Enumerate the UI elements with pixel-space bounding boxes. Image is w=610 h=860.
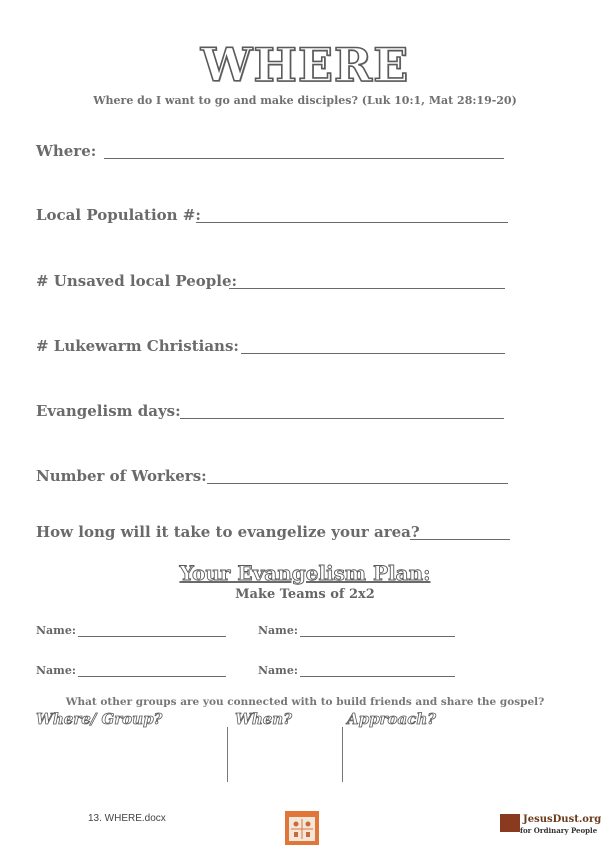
field-lukewarm-christians-line[interactable] <box>241 353 505 354</box>
field-where-line[interactable] <box>104 158 504 159</box>
field-label: # Unsaved local People: <box>36 272 238 290</box>
field-where <box>36 142 96 160</box>
team-name-label: Name: <box>258 624 298 637</box>
field-local-population-line[interactable] <box>196 222 508 223</box>
field-label: # Lukewarm Christians: <box>36 337 239 355</box>
field-label: Number of Workers: <box>36 467 207 485</box>
footer-filename: 13. WHERE.docx <box>88 813 166 824</box>
page-subtitle: Where do I want to go and make disciples? (Luk 10:1, Mat 28:19-20) <box>93 94 517 107</box>
field-number-of-workers <box>36 467 207 485</box>
team-name-line[interactable] <box>78 676 226 677</box>
team-name-line[interactable] <box>78 636 226 637</box>
jesusdust-photo-icon <box>500 814 520 832</box>
footer-tagline: for Ordinary People <box>520 826 598 835</box>
field-time-to-evangelize <box>36 523 420 541</box>
groups-question: What other groups are you connected with to build friends and share the gospel? <box>65 696 545 708</box>
column-approach: Approach? <box>347 710 437 728</box>
logo-inner <box>289 817 315 841</box>
column-when: When? <box>235 710 292 728</box>
field-number-of-workers-line[interactable] <box>207 483 508 484</box>
team-name-line[interactable] <box>300 676 455 677</box>
field-unsaved-people <box>36 272 237 290</box>
logo-grid-icon <box>289 817 315 841</box>
team-name-label: Name: <box>36 664 76 677</box>
column-where-group: Where/ Group? <box>36 710 163 728</box>
column-divider <box>342 727 343 782</box>
field-label: Evangelism days: <box>36 402 181 420</box>
plan-title: Your Evangelism Plan: <box>179 561 431 585</box>
team-name-line[interactable] <box>300 636 455 637</box>
field-unsaved-people-line[interactable] <box>229 288 505 289</box>
field-evangelism-days-line[interactable] <box>180 418 504 419</box>
team-name-label: Name: <box>258 664 298 677</box>
plan-subtitle: Make Teams of 2x2 <box>235 587 375 602</box>
page-title: WHERE <box>200 38 410 92</box>
footer-brand: JesusDust.org <box>523 814 602 825</box>
field-time-to-evangelize-line[interactable] <box>410 539 510 540</box>
field-label: Local Population #: <box>36 206 201 224</box>
column-divider <box>227 727 228 782</box>
field-lukewarm-christians <box>36 337 239 355</box>
field-label: Where: <box>36 142 97 160</box>
field-label: How long will it take to evangelize your area? <box>36 523 420 541</box>
field-local-population <box>36 206 201 224</box>
field-evangelism-days <box>36 402 181 420</box>
logo-icon <box>285 811 319 845</box>
team-name-label: Name: <box>36 624 76 637</box>
